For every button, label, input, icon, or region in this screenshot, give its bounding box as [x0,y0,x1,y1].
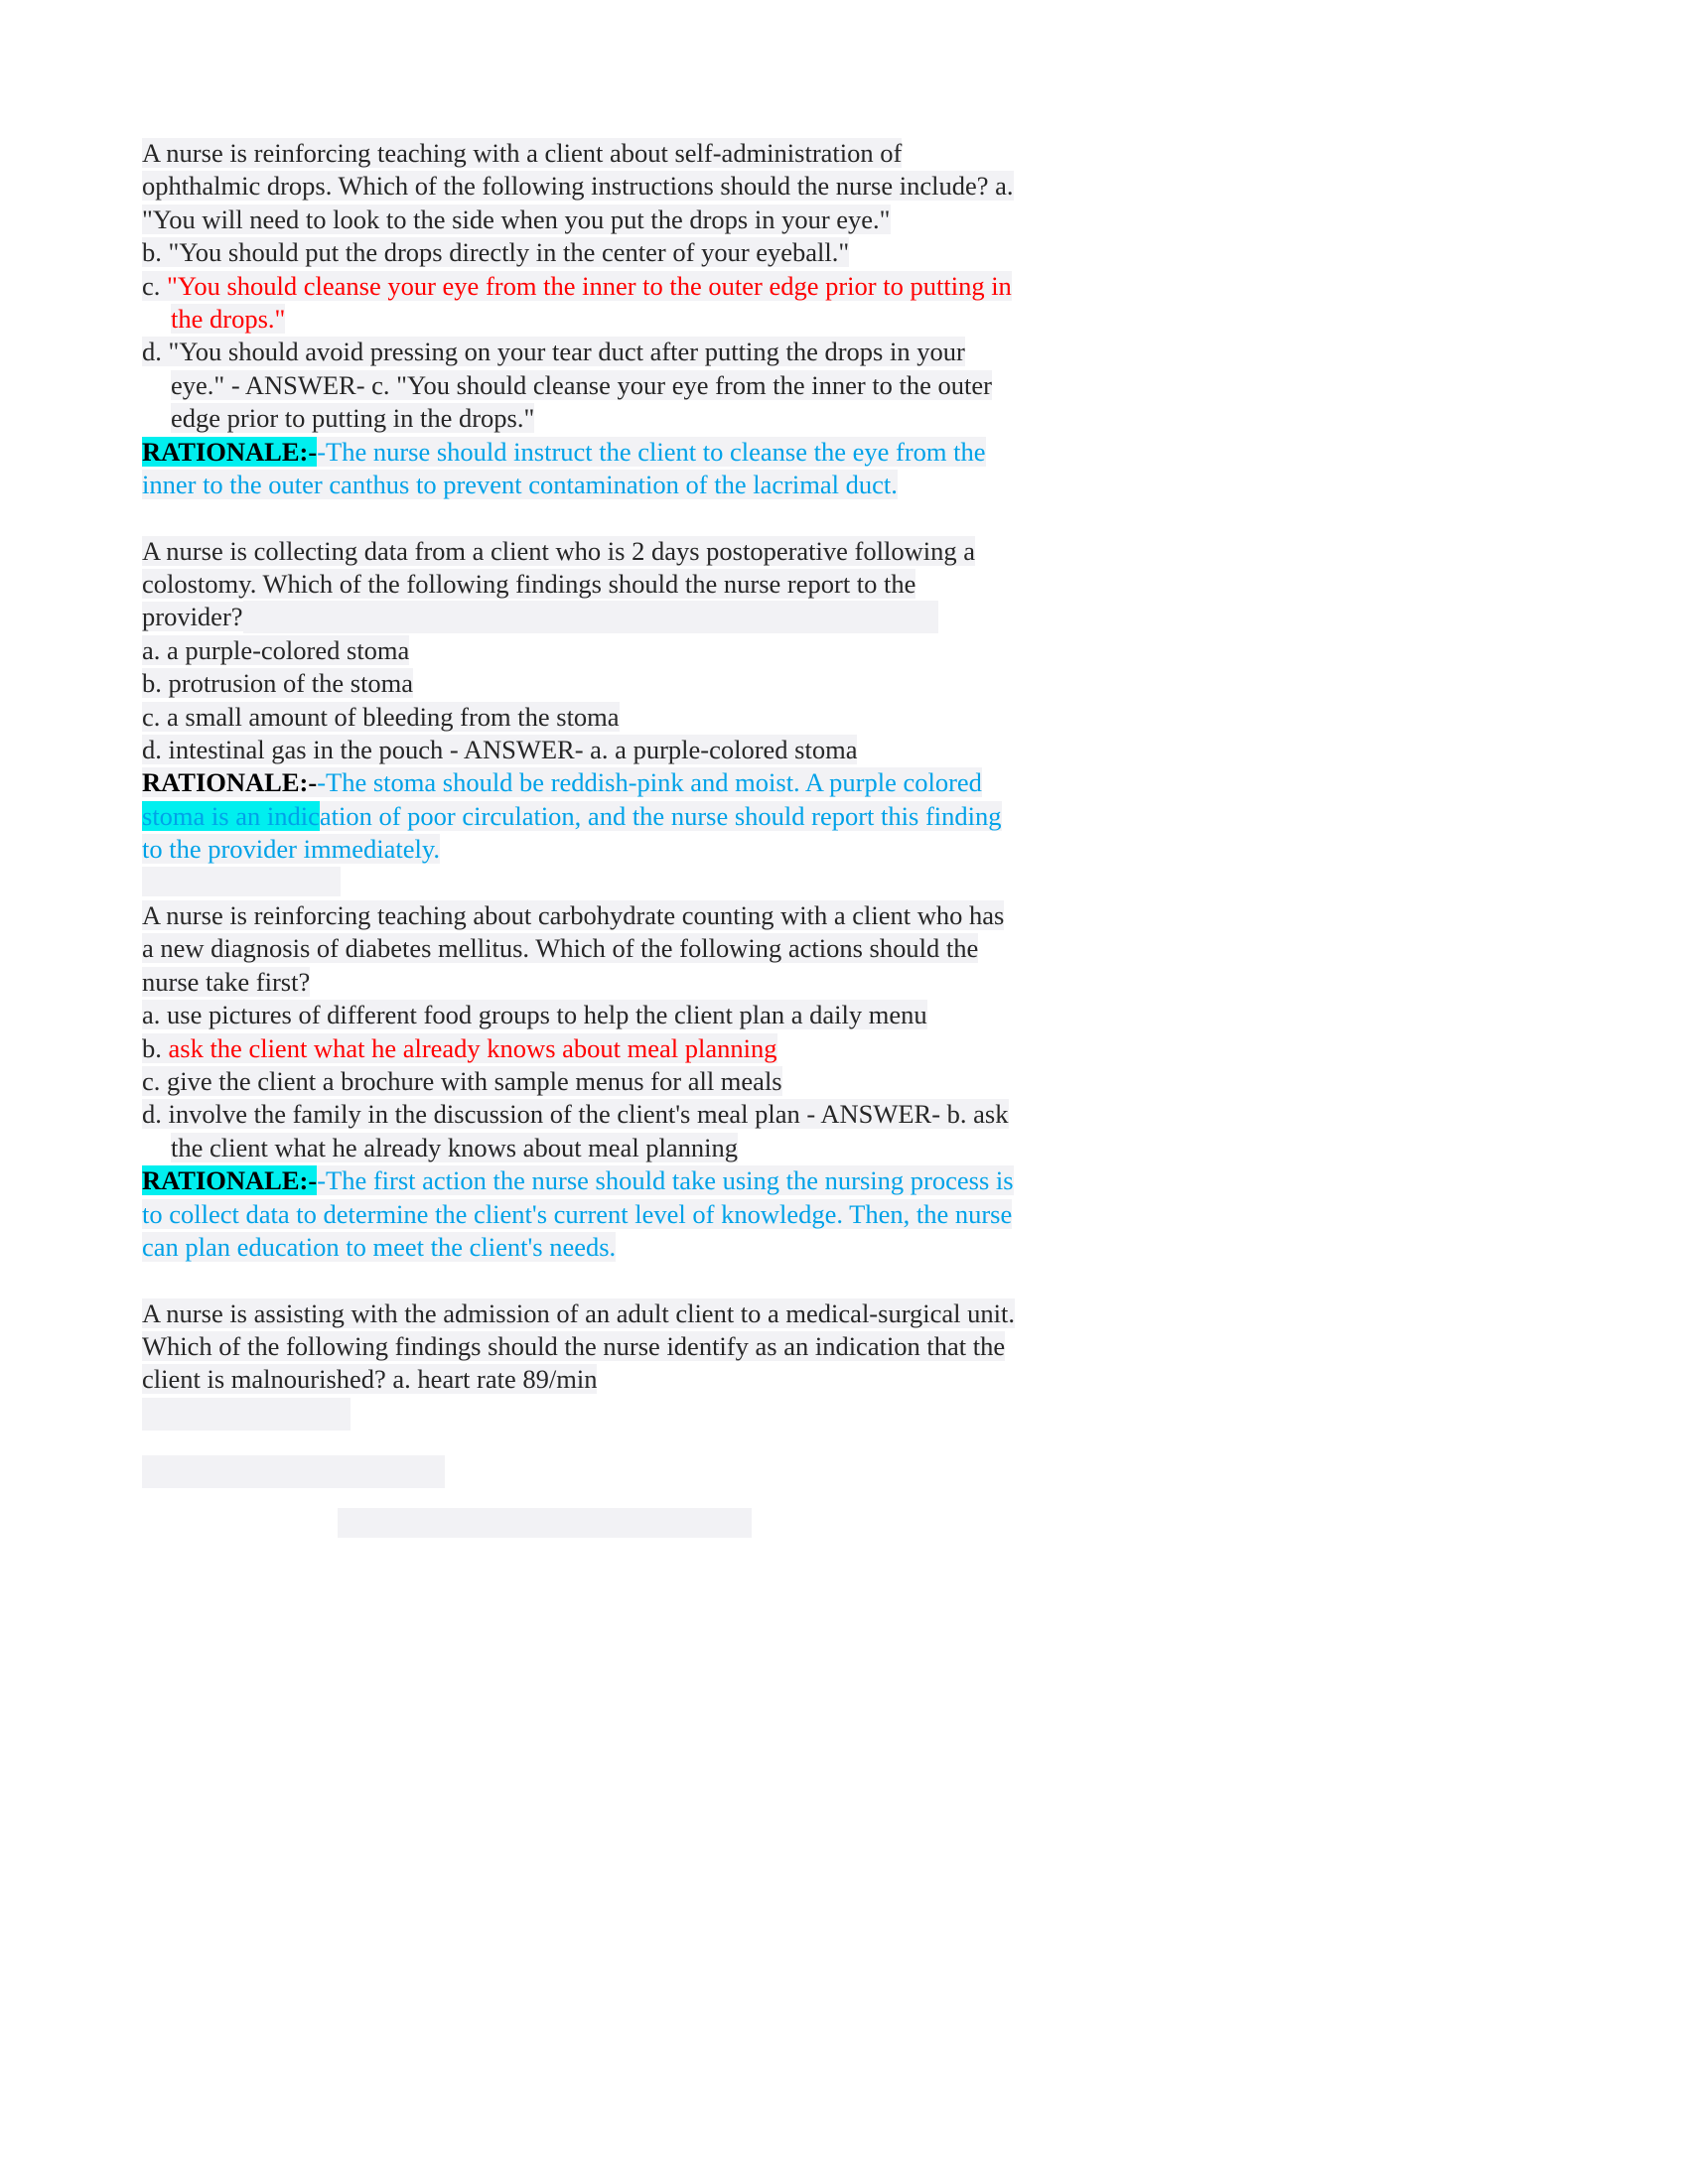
text-segment: A nurse is assisting with the admission of an adult client to a medical-surgical unit. [142,1297,1016,1328]
text-segment: A nurse is reinforcing teaching about carbohydrate counting with a client who has [142,899,1005,930]
text-line [142,833,1095,866]
text-line [142,369,1095,402]
text-line [142,1198,1095,1231]
text-line [142,1363,1095,1396]
rationale-label: RATIONALE:- [142,767,318,798]
highlight-tail [243,601,938,633]
text-line [142,1132,1095,1164]
redacted-text-box [338,1508,752,1538]
text-segment: to collect data to determine the client's current level of knowledge. Then, the nurse [142,1198,1013,1229]
text-segment: to the provider immediately. [142,834,441,865]
text-segment: client is malnourished? a. heart rate 89/min [142,1364,598,1395]
text-segment: "You will need to look to the side when you put the drops in your eye." [142,204,891,234]
text-line [142,535,1095,568]
text-line [142,270,1095,303]
text-segment: a. a purple-colored stoma [142,634,410,665]
text-line [142,667,1095,700]
text-line [142,899,1095,932]
text-line [142,1297,1095,1330]
text-segment: ation of poor circulation, and the nurse should report this finding [319,800,1002,831]
text-segment: Which of the following findings should the nurse identify as an indication that the [142,1331,1006,1362]
text-line [142,1164,1095,1197]
text-segment: ophthalmic drops. Which of the following instructions should the nurse include? a. [142,171,1014,202]
text-line [142,1032,1095,1065]
text-line [142,170,1095,203]
text-segment: stoma is an indic [142,800,320,831]
text-line [142,701,1095,734]
text-segment: -The stoma should be reddish-pink and moist. A purple colored [317,767,982,798]
rationale-label: RATIONALE:- [142,1165,318,1196]
text-line [142,469,1095,501]
text-segment: colostomy. Which of the following findings should the nurse report to the [142,569,916,600]
text-line [142,601,1095,633]
rationale-label: RATIONALE:- [142,436,318,467]
text-segment: eye." - ANSWER- c. "You should cleanse your eye from the inner to the outer [171,369,992,400]
text-line [142,734,1095,766]
text-segment: b. protrusion of the stoma [142,668,414,699]
text-line [142,568,1095,601]
document-body [142,137,1095,1397]
text-segment: ask the client what he already knows about meal planning [168,1032,777,1063]
text-segment: A nurse is collecting data from a client who is 2 days postoperative following a [142,535,975,566]
text-segment: c. give the client a brochure with sample menus for all meals [142,1065,782,1096]
text-line [142,402,1095,435]
text-line [142,766,1095,799]
text-segment: can plan education to meet the client's needs. [142,1231,617,1262]
text-segment: inner to the outer canthus to prevent contamination of the lacrimal duct. [142,469,898,499]
text-line [142,932,1095,965]
text-line [142,999,1095,1031]
text-segment: A nurse is reinforcing teaching with a client about self-administration of [142,138,903,168]
text-line [142,236,1095,269]
text-segment: -The nurse should instruct the client to cleanse the eye from the [317,436,986,467]
text-segment: -The first action the nurse should take using the nursing process is [317,1165,1014,1196]
text-segment: edge prior to putting in the drops." [171,403,535,434]
redacted-text-box [142,1398,351,1431]
text-line [142,634,1095,667]
text-line [142,137,1095,170]
text-line [142,204,1095,236]
text-line [142,1098,1095,1131]
text-line [142,1065,1095,1098]
redacted-text-box [142,867,341,896]
text-segment: the drops." [171,303,286,334]
text-segment: c. a small amount of bleeding from the stoma [142,701,620,732]
text-segment: a new diagnosis of diabetes mellitus. Which of the following actions should the [142,933,979,964]
text-segment: d. involve the family in the discussion of the client's meal plan - ANSWER- b. ask [142,1099,1009,1130]
text-line [142,436,1095,469]
text-segment: the client what he already knows about meal planning [171,1132,739,1162]
text-line [142,966,1095,999]
text-segment: a. use pictures of different food groups to help the client plan a daily menu [142,1000,927,1030]
text-line [142,303,1095,336]
text-segment: "You should cleanse your eye from the inner to the outer edge prior to putting in [167,270,1012,301]
text-segment: c. [142,270,168,301]
text-segment: d. intestinal gas in the pouch - ANSWER- a. a purple-colored stoma [142,735,858,765]
text-segment: provider? [142,602,243,632]
text-line [142,1231,1095,1264]
text-segment: b. [142,1032,169,1063]
redacted-text-box [142,1455,445,1488]
text-segment: nurse take first? [142,966,311,997]
text-line [142,800,1095,833]
text-segment: b. "You should put the drops directly in the center of your eyeball." [142,237,850,268]
text-line [142,1330,1095,1363]
text-segment: d. "You should avoid pressing on your tear duct after putting the drops in your [142,337,965,367]
text-line [142,336,1095,368]
